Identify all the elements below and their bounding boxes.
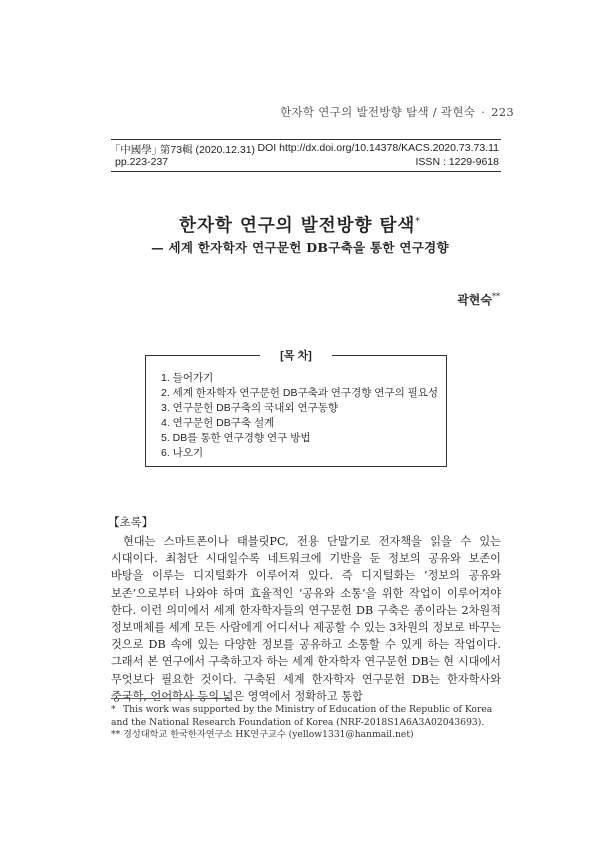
paper-title — [0, 212, 600, 237]
journal-citation: ｢中國學｣ 第73輯 (2020.12.31) — [115, 144, 256, 156]
issn: ISSN : 1229-9618 — [415, 156, 499, 168]
footnote-funding — [111, 704, 501, 729]
footnote-mark: * — [111, 704, 116, 715]
toc-item: 2. 세계 한자학자 연구문헌 DB구축과 연구경향 연구의 필요성 — [161, 387, 439, 399]
abstract-label: 【초록】 — [108, 515, 154, 529]
toc-item: 6. 나오기 — [161, 447, 204, 459]
article-meta-box — [111, 139, 501, 172]
paper-subtitle: — 세계 한자학자 연구문헌 DB구축을 통한 연구경향 — [151, 240, 449, 255]
title-footnote-mark: * — [415, 217, 421, 228]
running-head-separator: · — [481, 105, 486, 119]
meta-row-2 — [115, 156, 499, 170]
page-number: 223 — [491, 105, 514, 119]
author-name — [457, 291, 500, 308]
footnote-affiliation — [111, 729, 501, 742]
table-of-contents — [145, 350, 447, 467]
paper-title-text: 한자학 연구의 발전방향 탐색 — [179, 216, 416, 236]
toc-list — [161, 371, 438, 461]
footnote-mark: ** — [111, 729, 121, 740]
toc-item: 3. 연구문헌 DB구축의 국내외 연구동향 — [161, 402, 339, 414]
footnote-text: This work was supported by the Ministry of Education of the Republic of Korea and the National Research Foundation of Korea (NRF-2018S1A6A3A02043693). — [111, 704, 493, 728]
doi-link[interactable]: DOI http://dx.doi.org/10.14378/KACS.2020.73.73.11 — [257, 142, 499, 154]
toc-heading: [목 차] — [260, 349, 332, 363]
abstract-text: 현대는 스마트폰이나 태블릿PC, 전용 단말기로 전자책을 읽을 수 있는 시대이다. 최첨단 시대일수록 네트워크에 기반을 둔 정보의 공유와 보존이 바탕을 이루는 디지털화가 이루어져 있다. 즉 디지털화는 ‘정보의 공유와 보존’으로부터 나와야 하며 효율적인 ‘공유와 소통’을 위한 작업이 이루어져야 한다. 이런 의미에서 세계 한자학자들의 연구문헌 DB 구축은 종이라는 2차원적 정보매체를 세계 모든 사람에게 어디서나 제공할 수 있는 3차원의 정보로 바꾸는 것으로 DB 속에 있는 다양한 정보를 공유하고 소통할 수 있게 하는 작업이다. 그래서 본 연구에서 구축하고자 하는 세계 한자학자 연구문헌 DB는 현 시대에서 무엇보다 필요한 것이다. 구축된 세계 한자학자 연구문헌 DB는 한자학사와 중국학, 언어학사 등의 넓은 영역에서 정확하고 통합 — [111, 535, 501, 703]
page-range: pp.223-237 — [115, 156, 169, 168]
footnote-text: 경성대학교 한국한자연구소 HK연구교수 (yellow1331@hanmail.net) — [123, 729, 414, 740]
footnote-divider — [111, 698, 229, 699]
author-name-text: 곽현숙 — [457, 293, 492, 307]
toc-item: 1. 들어가기 — [161, 372, 214, 384]
running-head-text: 한자학 연구의 발전방향 탐색 / 곽현숙 — [280, 105, 476, 119]
author-footnote-mark: ** — [492, 292, 500, 301]
toc-item: 5. DB를 통한 연구경향 연구 방법 — [161, 432, 311, 444]
running-head — [280, 104, 514, 120]
toc-item: 4. 연구문헌 DB구축 설계 — [161, 417, 275, 429]
meta-row-1 — [115, 142, 499, 156]
